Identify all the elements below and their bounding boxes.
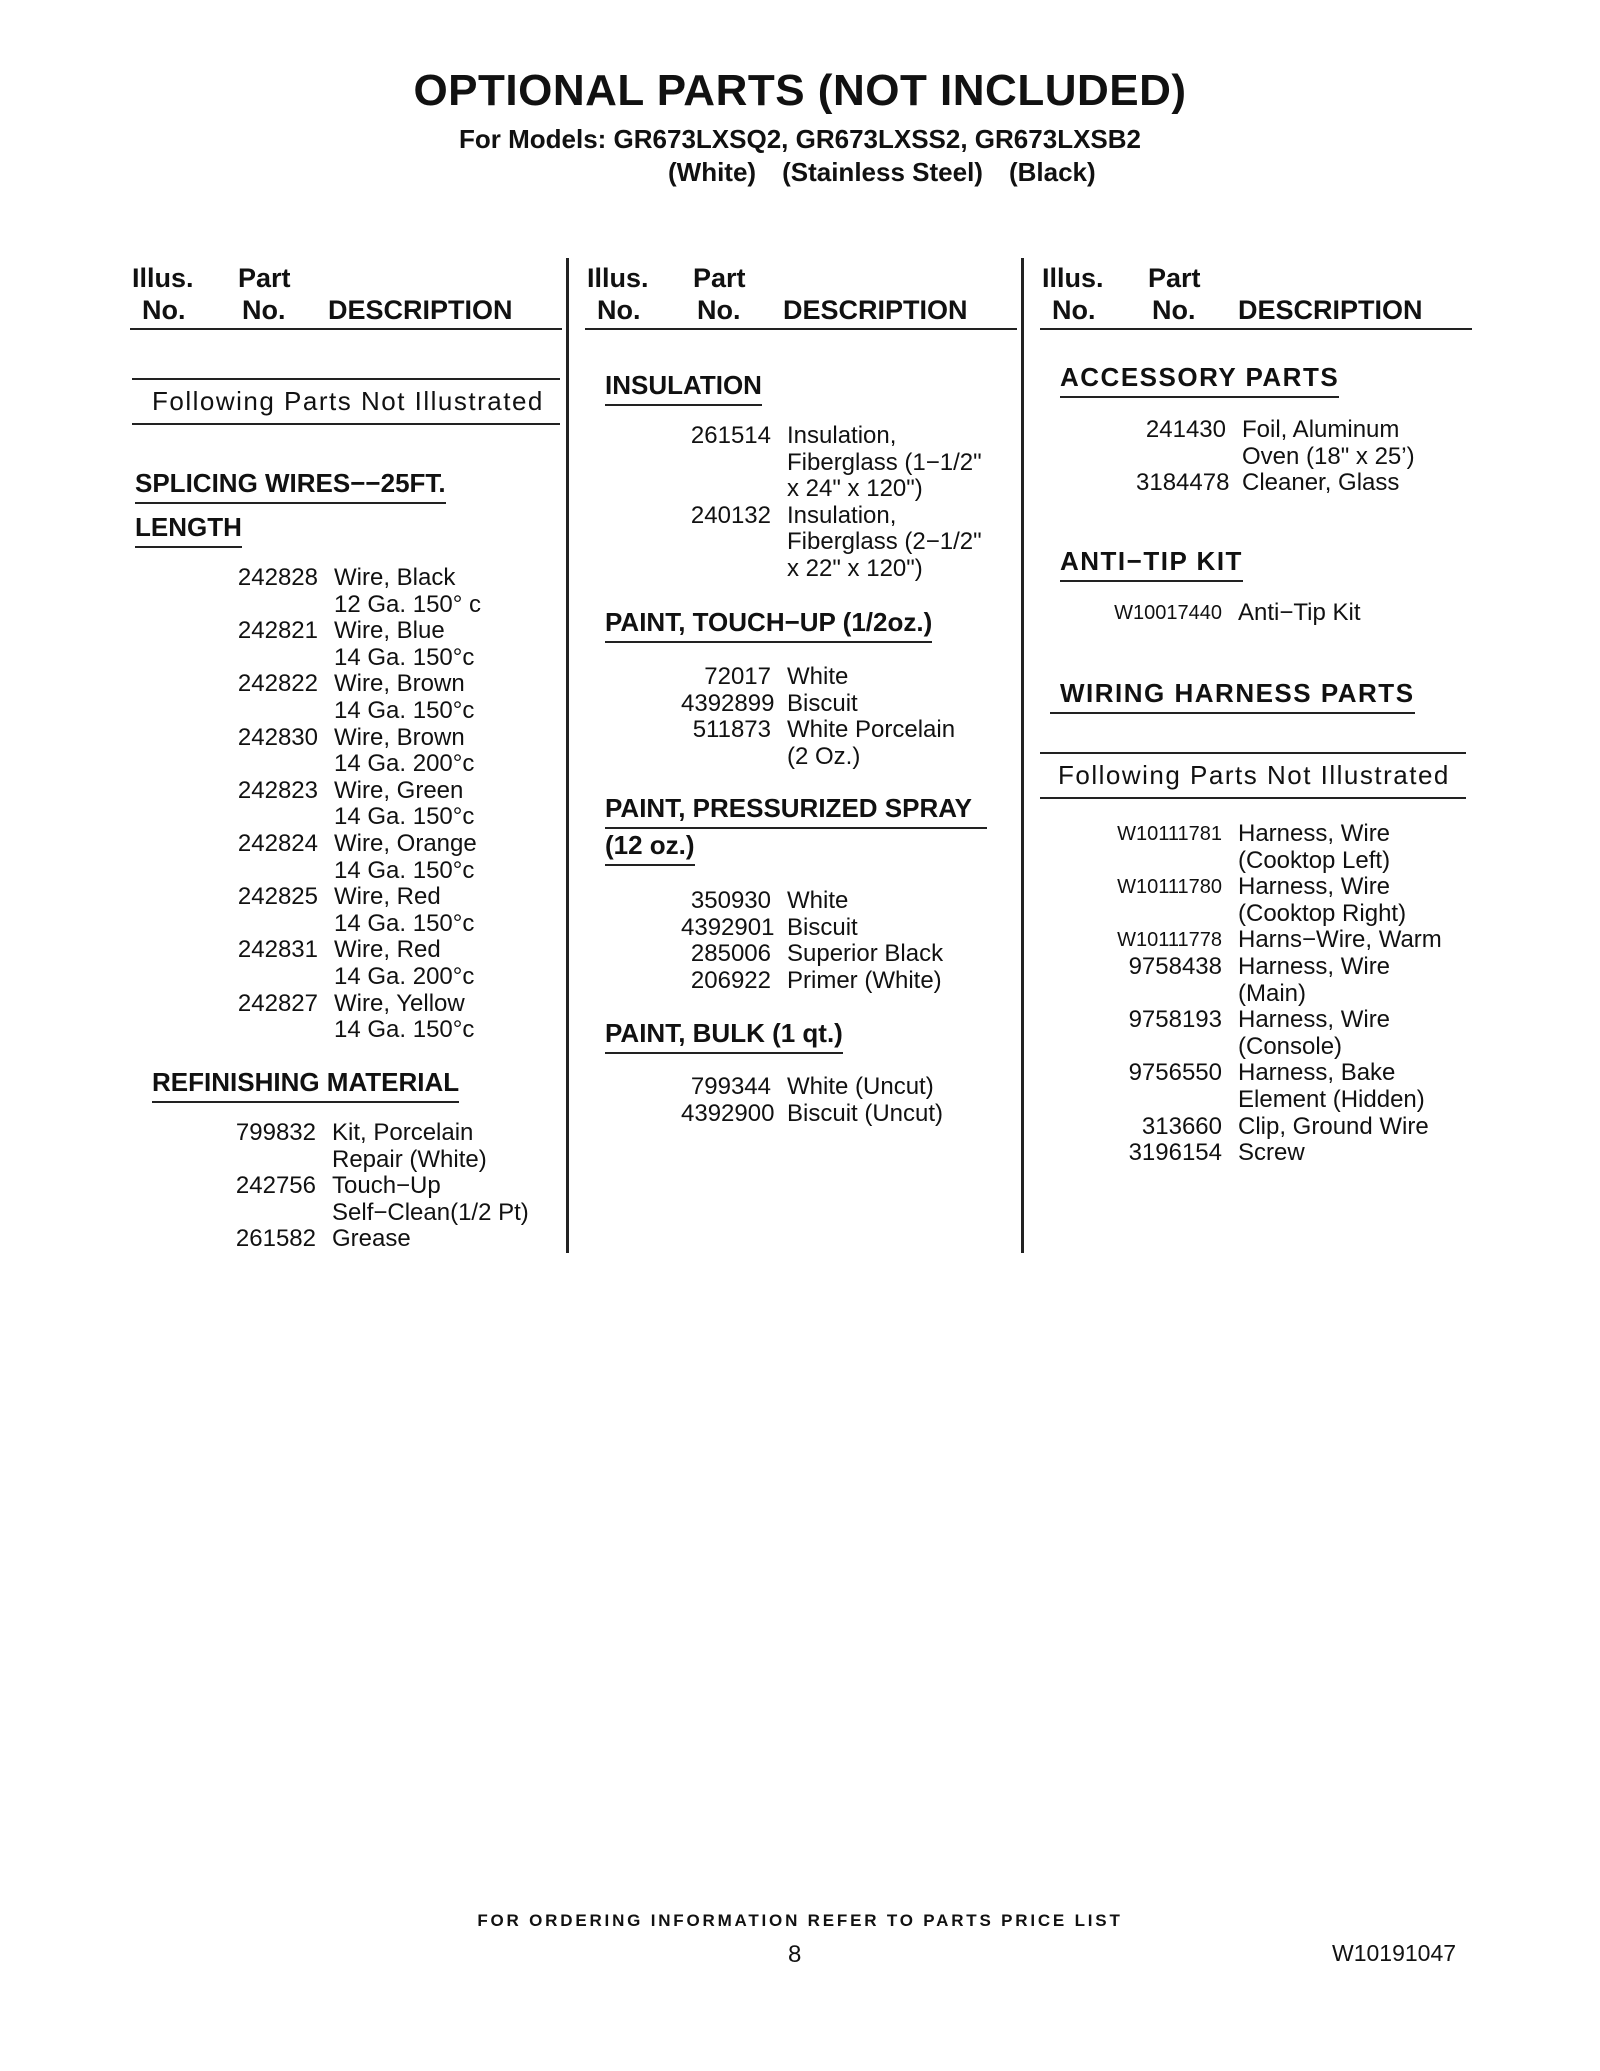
color-black: (Black): [1008, 157, 1096, 187]
header-illus: Illus.: [587, 263, 649, 293]
list-item: 9758193 Harness, Wire (Console): [1128, 1006, 1391, 1060]
page-number: 8: [788, 1941, 802, 1968]
touchup-list: [681, 664, 955, 770]
header-illus: Illus.: [1042, 263, 1104, 293]
insulation-list: [681, 423, 982, 583]
header-illus-no: No.: [142, 295, 186, 325]
list-item: 3184478 Cleaner, Glass: [1136, 469, 1400, 497]
ordering-note: FOR ORDERING INFORMATION REFER TO PARTS PRICE LIST: [477, 1911, 1123, 1930]
column-header: [130, 258, 562, 330]
document-number: W10191047: [1332, 1940, 1457, 1966]
not-illustrated-banner: Following Parts Not Illustrated: [1040, 752, 1466, 799]
list-item: 313660 Clip, Ground Wire: [1141, 1112, 1429, 1140]
section-paint-bulk: PAINT, BULK (1 qt.): [605, 1018, 843, 1054]
list-item: W10017440 Anti−Tip Kit: [1114, 599, 1361, 626]
section-spray-size: (12 oz.): [605, 830, 695, 866]
header-description: DESCRIPTION: [1238, 295, 1423, 325]
header-illus-no: No.: [1052, 295, 1096, 325]
section-pressurized-spray: PAINT, PRESSURIZED SPRAY: [605, 793, 987, 829]
spray-list: [681, 888, 943, 994]
section-length: LENGTH: [135, 512, 242, 548]
list-item: 3196154 Screw: [1128, 1139, 1305, 1167]
list-item: W10111781 Harness, Wire (Cooktop Left): [1117, 820, 1391, 874]
header-description: DESCRIPTION: [783, 295, 968, 325]
refinishing-list: [226, 1120, 529, 1253]
column-1: [130, 258, 562, 330]
list-item: 242824 Wire, Orange 14 Ga. 150°c: [237, 829, 477, 884]
antitip-list: [1098, 600, 1361, 627]
list-item: 261582 Grease: [235, 1225, 411, 1253]
section-wiring-harness-parts: WIRING HARNESS PARTS: [1050, 678, 1415, 714]
header-description: DESCRIPTION: [328, 295, 513, 325]
header-part-no: No.: [697, 295, 741, 325]
splicing-list: [228, 565, 481, 1044]
column-header: [585, 258, 1017, 330]
not-illustrated-banner: Following Parts Not Illustrated: [132, 378, 560, 425]
column-3: [1040, 258, 1472, 330]
list-item: 4392900 Biscuit (Uncut): [681, 1099, 944, 1127]
list-item: W10111780 Harness, Wire (Cooktop Right): [1117, 873, 1407, 927]
list-item: 4392899 Biscuit: [681, 689, 858, 717]
list-item: 4392901 Biscuit: [681, 913, 858, 941]
list-item: 799344 White (Uncut): [690, 1073, 934, 1100]
column-divider-1: [566, 258, 569, 1253]
section-splicing-wires: SPLICING WIRES−−25FT.: [135, 468, 446, 504]
color-stainless: (Stainless Steel): [782, 157, 983, 187]
list-item: 9758438 Harness, Wire (Main): [1128, 952, 1391, 1007]
bulk-list: [681, 1074, 943, 1127]
column-2: [585, 258, 1017, 330]
models-line: For Models: GR673LXSQ2, GR673LXSS2, GR673LXSB2: [458, 124, 1141, 154]
wiring-list: [1098, 821, 1442, 1167]
list-item: 799832 Kit, Porcelain Repair (White): [235, 1119, 487, 1173]
list-item: 242823 Wire, Green 14 Ga. 150°c: [237, 776, 475, 831]
header-part: Part: [693, 263, 746, 293]
list-item: 240132 Insulation, Fiberglass (2−1/2" x 22" x 120"): [690, 501, 982, 582]
header-illus-no: No.: [597, 295, 641, 325]
list-item: 242830 Wire, Brown 14 Ga. 200°c: [237, 723, 475, 778]
section-anti-tip-kit: ANTI−TIP KIT: [1060, 546, 1243, 582]
section-refinishing-material: REFINISHING MATERIAL: [152, 1067, 459, 1103]
list-item: 241430 Foil, Aluminum Oven (18" x 25’): [1145, 416, 1415, 470]
list-item: 242825 Wire, Red 14 Ga. 150°c: [237, 883, 475, 937]
list-item: 242831 Wire, Red 14 Ga. 200°c: [237, 936, 475, 990]
color-white: (White): [668, 157, 757, 187]
section-accessory-parts: ACCESSORY PARTS: [1060, 362, 1339, 398]
model-colors: [668, 157, 1122, 188]
list-item: 242821 Wire, Blue 14 Ga. 150°c: [237, 617, 475, 671]
list-item: 261514 Insulation, Fiberglass (1−1/2" x 24" x 120"): [690, 422, 982, 503]
page-title: OPTIONAL PARTS (NOT INCLUDED): [413, 66, 1187, 115]
list-item: 350930 White: [690, 887, 849, 914]
column-divider-2: [1021, 258, 1024, 1253]
list-item: 511873 White Porcelain (2 Oz.): [692, 716, 956, 770]
section-insulation: INSULATION: [605, 370, 762, 406]
list-item: 242756 Touch−Up Self−Clean(1/2 Pt): [235, 1172, 529, 1226]
list-item: 242827 Wire, Yellow 14 Ga. 150°c: [237, 989, 475, 1044]
column-header: [1040, 258, 1472, 330]
list-item: 206922 Primer (White): [690, 966, 942, 994]
list-item: 285006 Superior Black: [690, 940, 944, 968]
list-item: 72017 White: [704, 663, 849, 690]
list-item: 242828 Wire, Black 12 Ga. 150° c: [237, 564, 482, 618]
section-paint-touch-up: PAINT, TOUCH−UP (1/2oz.): [605, 607, 932, 643]
header-part-no: No.: [1152, 295, 1196, 325]
header-part: Part: [238, 263, 291, 293]
header-part-no: No.: [242, 295, 286, 325]
list-item: W10111778 Harns−Wire, Warm: [1117, 926, 1442, 954]
list-item: 9756550 Harness, Bake Element (Hidden): [1128, 1059, 1425, 1113]
accessory-list: [1136, 417, 1415, 497]
header-part: Part: [1148, 263, 1201, 293]
header-illus: Illus.: [132, 263, 194, 293]
list-item: 242822 Wire, Brown 14 Ga. 150°c: [237, 670, 475, 724]
